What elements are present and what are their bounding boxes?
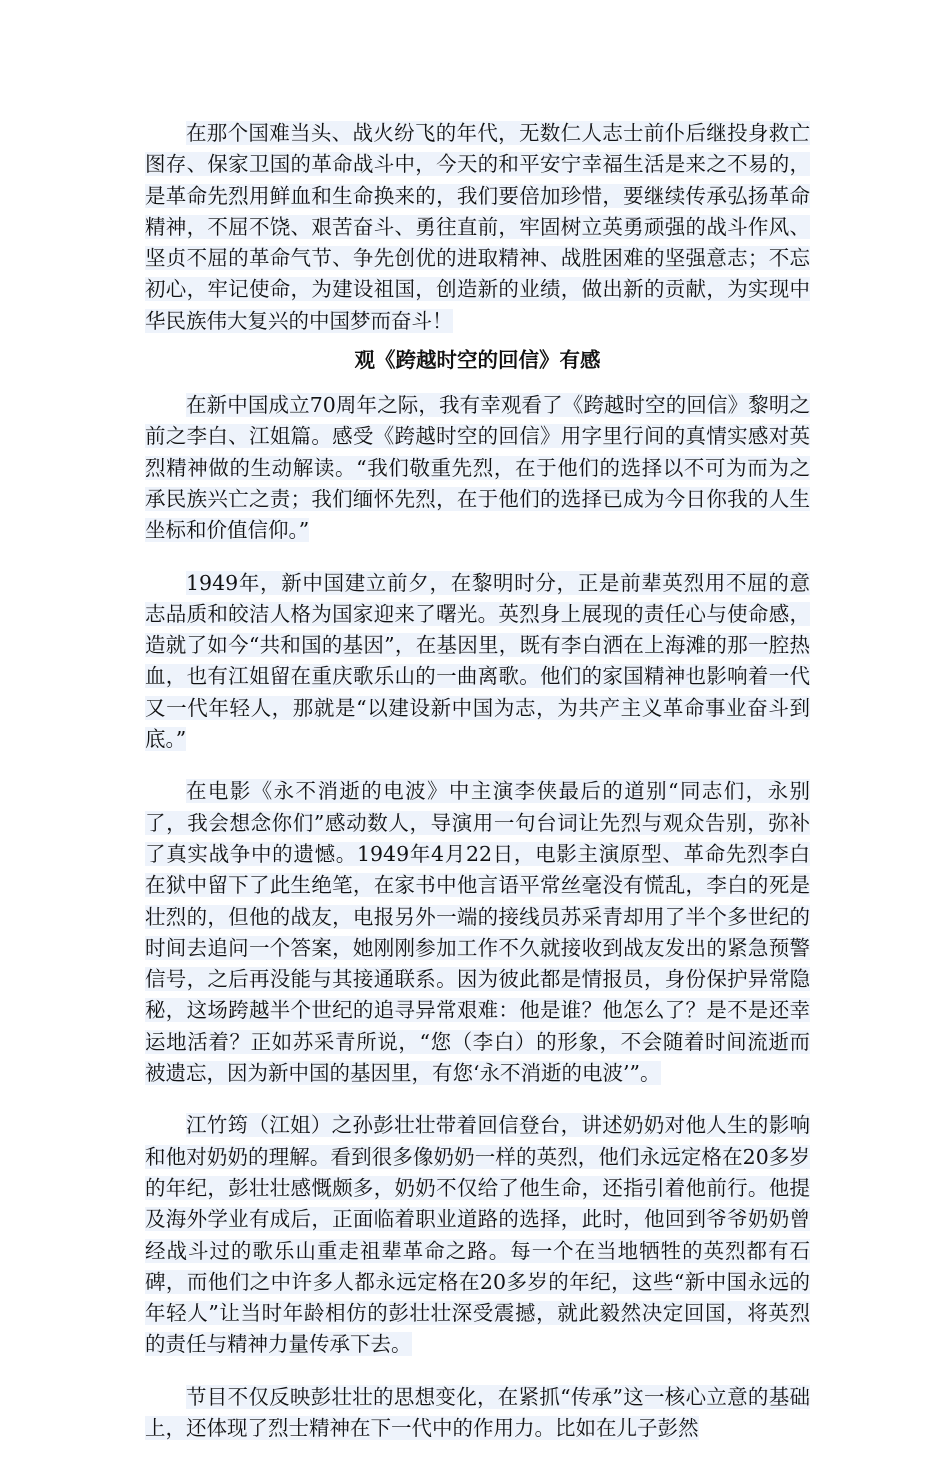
section-heading: 观《跨越时空的回信》有感 [354, 348, 601, 373]
body-paragraph-1 [145, 390, 810, 546]
body-paragraph-5-text: 节目不仅反映彭壮壮的思想变化，在紧抓“传承”这一核心立意的基础上，还体现了烈士精神在下一代中的作用力。比如在儿子彭然 [145, 1384, 810, 1440]
body-paragraph-4 [145, 1110, 810, 1360]
body-paragraph-2 [145, 568, 810, 756]
body-paragraph-3 [145, 776, 810, 1089]
body-paragraph-3-text: 在电影《永不消逝的电波》中主演李侠最后的道别“同志们，永别了，我会想念你们”感动数人，导演用一句台词让先烈与观众告别，弥补了真实战争中的遗憾。1949年4月22日，电影主演原型、革命先烈李白在狱中留下了此生绝笔，在家书中他言语平常丝毫没有慌乱，李白的死是壮烈的，但他的战友，电报另外一端的接线员苏采青却用了半个多世纪的时间去追问一个答案，她刚刚参加工作不久就接收到战友发出的紧急预警信号，之后再没能与其接通联系。因为彼此都是情报员，身份保护异常隐秘，这场跨越半个世纪的追寻异常艰难：他是谁？他怎么了？是不是还幸运地活着？正如苏采青所说，“您（李白）的形象，不会随着时间流逝而被遗忘，因为新中国的基因里，有您‘永不消逝的电波’”。 [145, 779, 810, 1086]
body-paragraph-4-text: 江竹筠（江姐）之孙彭壮壮带着回信登台，讲述奶奶对他人生的影响和他对奶奶的理解。看到很多像奶奶一样的英烈，他们永远定格在20多岁的年纪，彭壮壮感慨颇多，奶奶不仅给了他生命，还指引着他前行。他提及海外学业有成后，正面临着职业道路的选择，此时，他回到爷爷奶奶曾经战斗过的歌乐山重走祖辈革命之路。每一个在当地牺牲的英烈都有石碑，而他们之中许多人都永远定格在20多岁的年纪，这些“新中国永远的年轻人”让当时年龄相仿的彭壮壮深受震撼，就此毅然决定回国，将英烈的责任与精神力量传承下去。 [145, 1113, 810, 1357]
body-paragraph-1-text: 在新中国成立70周年之际，我有幸观看了《跨越时空的回信》黎明之前之李白、江姐篇。感受《跨越时空的回信》用字里行间的真情实感对英烈精神做的生动解读。“我们敬重先烈，在于他们的选择以不可为而为之承民族兴亡之责；我们缅怀先烈，在于他们的选择已成为今日你我的人生坐标和价值信仰。” [145, 393, 810, 543]
body-paragraph-2-text: 1949年，新中国建立前夕，在黎明时分，正是前辈英烈用不屈的意志品质和皎洁人格为国家迎来了曙光。英烈身上展现的责任心与使命感，造就了如今“共和国的基因”，在基因里，既有李白洒在上海滩的那一腔热血，也有江姐留在重庆歌乐山的一曲离歌。他们的家国精神也影响着一代又一代年轻人，那就是“以建设新中国为志，为共产主义革命事业奋斗到底。” [145, 570, 810, 752]
intro-paragraph-text: 在那个国难当头、战火纷飞的年代，无数仁人志士前仆后继投身救亡图存、保家卫国的革命战斗中，今天的和平安宁幸福生活是来之不易的，是革命先烈用鲜血和生命换来的，我们要倍加珍惜，要继续传承弘扬革命精神，不屈不饶、艰苦奋斗、勇往直前，牢固树立英勇顽强的战斗作风、坚贞不屈的革命气节、争先创优的进取精神、战胜困难的坚强意志；不忘初心，牢记使命，为建设祖国，创造新的业绩，做出新的贡献，为实现中华民族伟大复兴的中国梦而奋斗！ [145, 121, 810, 333]
intro-paragraph [145, 118, 810, 337]
document-page [145, 118, 810, 1465]
body-paragraph-5 [145, 1382, 810, 1445]
